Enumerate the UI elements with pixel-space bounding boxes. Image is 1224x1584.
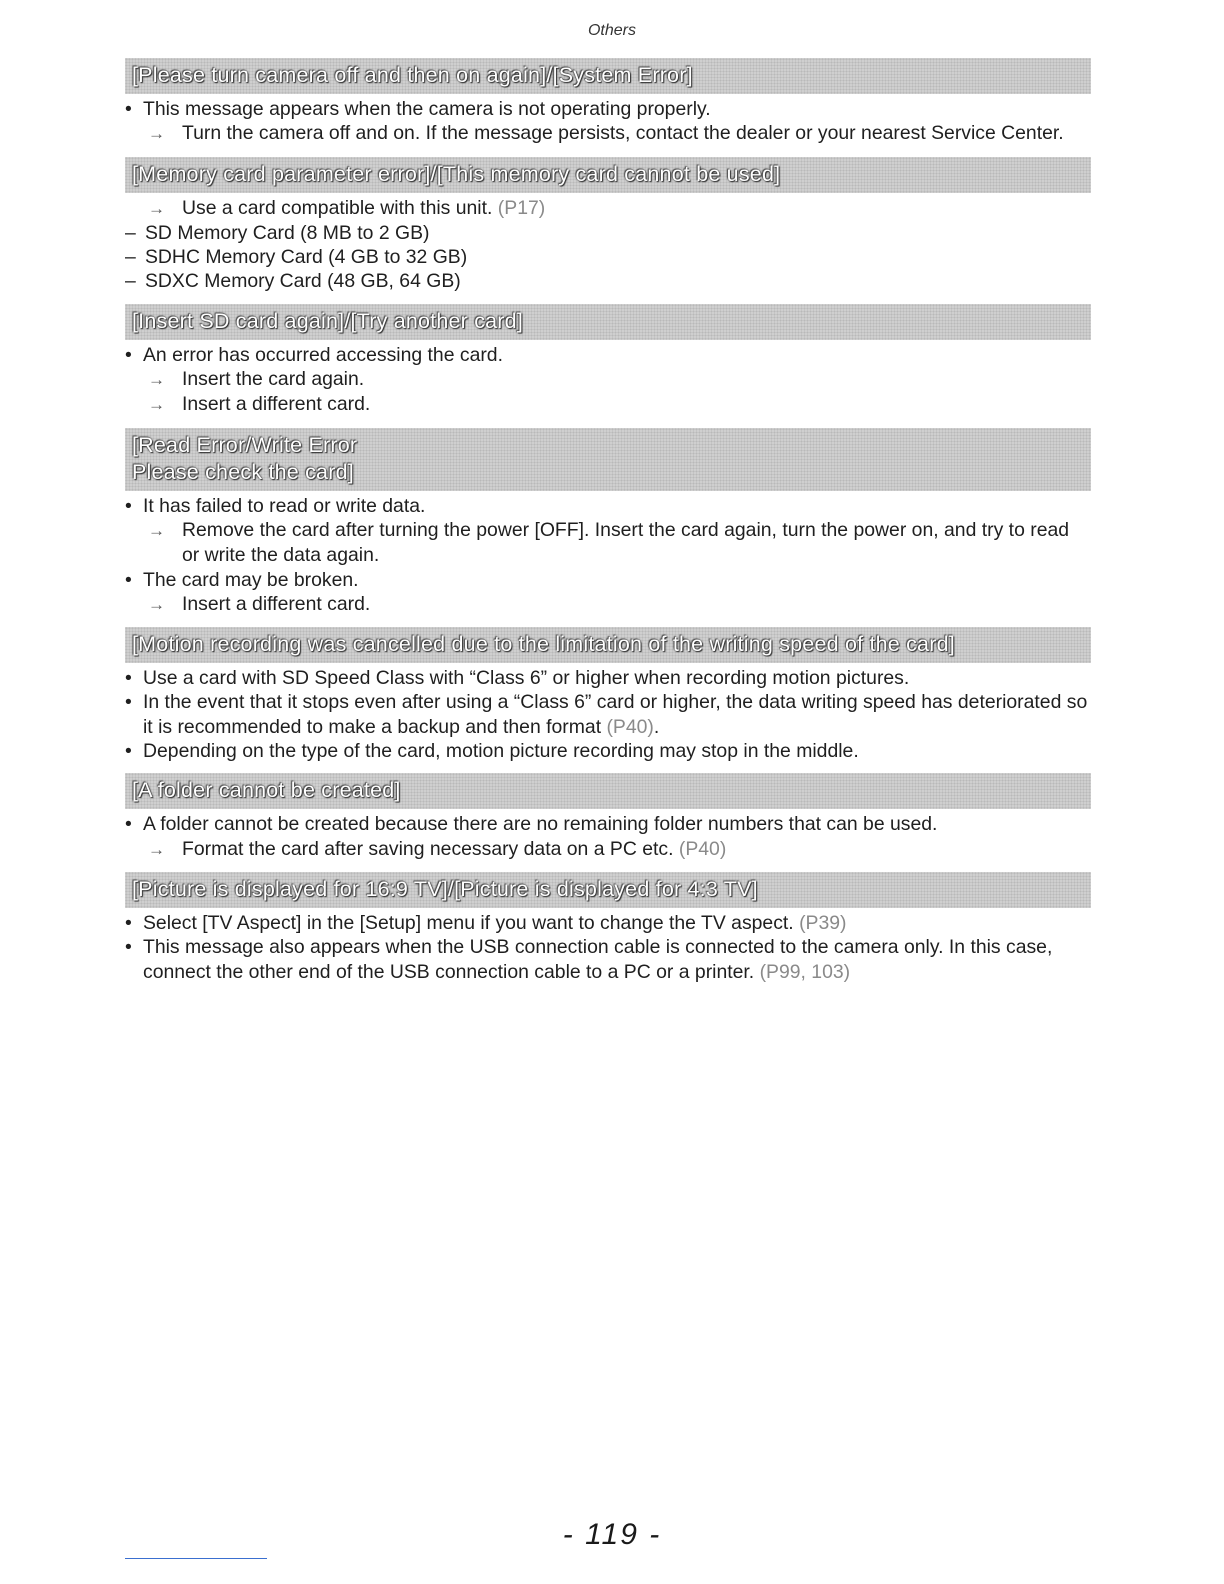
dash-icon: – [125, 270, 136, 293]
error-message-heading: [Memory card parameter error]/[This memory card cannot be used] [125, 157, 1091, 193]
arrow-right-icon: → [148, 594, 165, 614]
description-bullet [125, 911, 1091, 935]
arrow-right-icon: → [148, 839, 165, 859]
bullet-icon: • [125, 911, 132, 934]
bullet-icon: • [125, 343, 132, 366]
description-bullet [125, 690, 1091, 739]
line-text: This message appears when the camera is not operating properly. [143, 98, 711, 120]
arrow-right-icon: → [148, 198, 165, 218]
error-message-heading: [Please turn camera off and then on again]/[System Error] [125, 58, 1091, 94]
dash-icon: – [125, 246, 136, 269]
line-text: SDXC Memory Card (48 GB, 64 GB) [145, 270, 461, 293]
line-text: An error has occurred accessing the card. [143, 343, 503, 366]
line-text: A folder cannot be created because there are no remaining folder numbers that can be used. [143, 813, 938, 836]
bullet-icon: • [125, 691, 132, 714]
page-reference-link[interactable]: (P40) [678, 837, 727, 860]
card-type-item [125, 245, 1091, 269]
message-section [125, 157, 1091, 294]
line-suffix: . [653, 715, 660, 738]
message-section [125, 872, 1091, 984]
remedy-line [125, 592, 1091, 617]
error-message-heading: [Motion recording was cancelled due to the limitation of the writing speed of the card] [125, 627, 1091, 663]
line-text: Turn the camera off and on. If the message persists, contact the dealer or your nearest Service Center. [182, 122, 1064, 145]
message-section [125, 58, 1091, 147]
footer-rule [125, 1558, 267, 1559]
bullet-icon: • [125, 667, 132, 690]
page-reference-link[interactable]: (P39) [799, 911, 847, 934]
line-text: Use a card compatible with this unit. [182, 196, 493, 219]
bullet-icon: • [125, 494, 132, 517]
arrow-right-icon: → [148, 370, 165, 390]
line-text: Remove the card after turning the power [OFF]. Insert the card again, turn the power on, and try to read or write the data again. [182, 518, 1070, 567]
description-bullet [125, 666, 1091, 690]
card-type-item [125, 269, 1091, 293]
line-text: Use a card with SD Speed Class with “Class 6” or higher when recording motion pictures. [143, 667, 910, 690]
line-text: Select [TV Aspect] in the [Setup] menu if you want to change the TV aspect. [143, 911, 794, 934]
page-reference-link[interactable]: (P17) [497, 196, 546, 219]
line-text: Insert a different card. [182, 393, 371, 416]
error-message-heading: [Insert SD card again]/[Try another card] [125, 304, 1091, 340]
line-text: It has failed to read or write data. [143, 494, 426, 517]
bullet-icon: • [125, 568, 132, 591]
line-text: Insert the card again. [182, 368, 365, 391]
arrow-right-icon: → [148, 520, 165, 540]
remedy-line [125, 196, 1091, 221]
description-bullet [125, 343, 1091, 367]
bullet-icon: • [125, 936, 132, 959]
description-bullet [125, 494, 1091, 518]
remedy-line [125, 367, 1091, 392]
remedy-line [125, 837, 1091, 862]
page-section-title: Others [587, 22, 636, 39]
description-bullet [125, 739, 1091, 763]
line-text: Depending on the type of the card, motion picture recording may stop in the middle. [143, 740, 859, 763]
error-message-heading: [Read Error/Write Error Please check the card] [125, 428, 1091, 491]
page-reference-link[interactable]: (P99, 103) [759, 960, 851, 983]
bullet-icon: • [125, 98, 132, 120]
card-type-item [125, 221, 1091, 245]
remedy-line [125, 392, 1091, 417]
line-text: Insert a different card. [182, 592, 371, 615]
description-bullet [125, 812, 1091, 836]
message-section [125, 773, 1091, 862]
error-message-heading: [A folder cannot be created] [125, 773, 1091, 809]
message-list [125, 58, 1091, 994]
message-section [125, 627, 1091, 763]
bullet-icon: • [125, 740, 132, 763]
page-number: - 119 - [562, 1518, 662, 1551]
line-text: The card may be broken. [143, 568, 359, 591]
arrow-right-icon: → [148, 124, 165, 144]
line-text: Format the card after saving necessary data on a PC etc. [182, 837, 674, 860]
arrow-right-icon: → [148, 395, 165, 415]
line-text: SDHC Memory Card (4 GB to 32 GB) [145, 246, 468, 269]
page-reference-link[interactable]: (P40) [606, 715, 654, 738]
description-bullet [125, 935, 1091, 984]
remedy-line [125, 121, 1091, 146]
remedy-line [125, 518, 1091, 568]
message-section [125, 304, 1091, 418]
dash-icon: – [125, 221, 136, 244]
line-text: This message also appears when the USB connection cable is connected to the camera only. In this case, connect the other end of the USB connection cable to a PC or a printer. [143, 936, 1053, 983]
message-section [125, 428, 1091, 617]
bullet-icon: • [125, 813, 132, 836]
description-bullet [125, 568, 1091, 592]
error-message-heading: [Picture is displayed for 16:9 TV]/[Picture is displayed for 4:3 TV] [125, 872, 1091, 908]
line-text: SD Memory Card (8 MB to 2 GB) [145, 221, 430, 244]
line-text: In the event that it stops even after using a “Class 6” card or higher, the data writing speed has deteriorated so it is recommended to make a backup and then format [143, 691, 1088, 738]
description-bullet [125, 97, 1091, 121]
